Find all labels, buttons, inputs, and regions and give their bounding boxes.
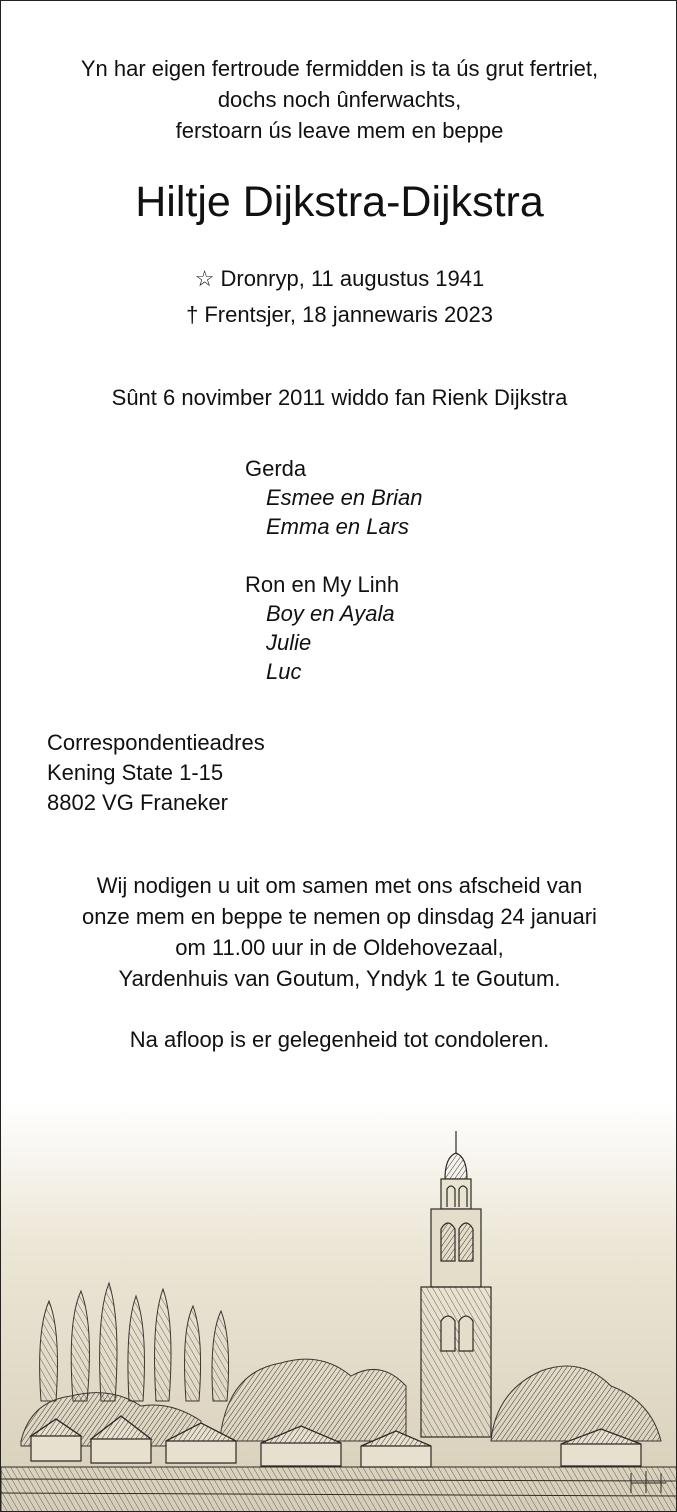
family-child: Julie: [266, 630, 312, 655]
address-line: 8802 VG Franeker: [47, 790, 228, 815]
family-child: Boy en Ayala: [266, 601, 395, 626]
death-text: Frentsjer, 18 jannewaris 2023: [204, 302, 493, 327]
invitation-line: onze mem en beppe te nemen op dinsdag 24 januari: [82, 904, 597, 929]
address-line: Kening State 1-15: [47, 760, 224, 785]
deceased-name: Hiltje Dijkstra-Dijkstra: [135, 178, 544, 226]
family-child: Esmee en Brian: [266, 485, 423, 510]
star-icon: ☆: [194, 266, 215, 291]
birth-text: Dronryp, 11 augustus 1941: [220, 266, 485, 291]
family-group: [245, 454, 423, 541]
closing-line: Na afloop is er gelegenheid tot condoleren.: [129, 1027, 550, 1052]
invitation-line: Yardenhuis van Goutum, Yndyk 1 te Goutum.: [118, 966, 561, 991]
address-line: Correspondentieadres: [47, 730, 265, 755]
intro-line: dochs noch ûnferwachts,: [217, 87, 462, 112]
invitation-line: Wij nodigen u uit om samen met ons afscheid van: [96, 873, 583, 898]
cross-icon: †: [186, 302, 199, 327]
invitation-text: [1, 870, 677, 994]
foreground-ground: [1, 1467, 677, 1512]
family-child: Luc: [266, 659, 302, 684]
invitation-line: om 11.00 uur in de Oldehovezaal,: [175, 935, 504, 960]
family-child: Emma en Lars: [266, 514, 410, 539]
intro-line: ferstoarn ús leave mem en beppe: [175, 118, 504, 143]
family-parent: Ron en My Linh: [245, 572, 400, 597]
intro-line: Yn har eigen fertroude fermidden is ta ús grut fertriet,: [80, 56, 599, 81]
correspondence-address: [47, 728, 265, 818]
intro-text: [1, 53, 677, 146]
family-parent: Gerda: [245, 456, 307, 481]
death-line: [1, 299, 677, 330]
birth-line: [1, 263, 677, 294]
village-church-sketch: [1, 1101, 677, 1512]
family-group: [245, 570, 399, 686]
widow-line: Sûnt 6 novimber 2011 widdo fan Rienk Dijkstra: [111, 385, 568, 410]
